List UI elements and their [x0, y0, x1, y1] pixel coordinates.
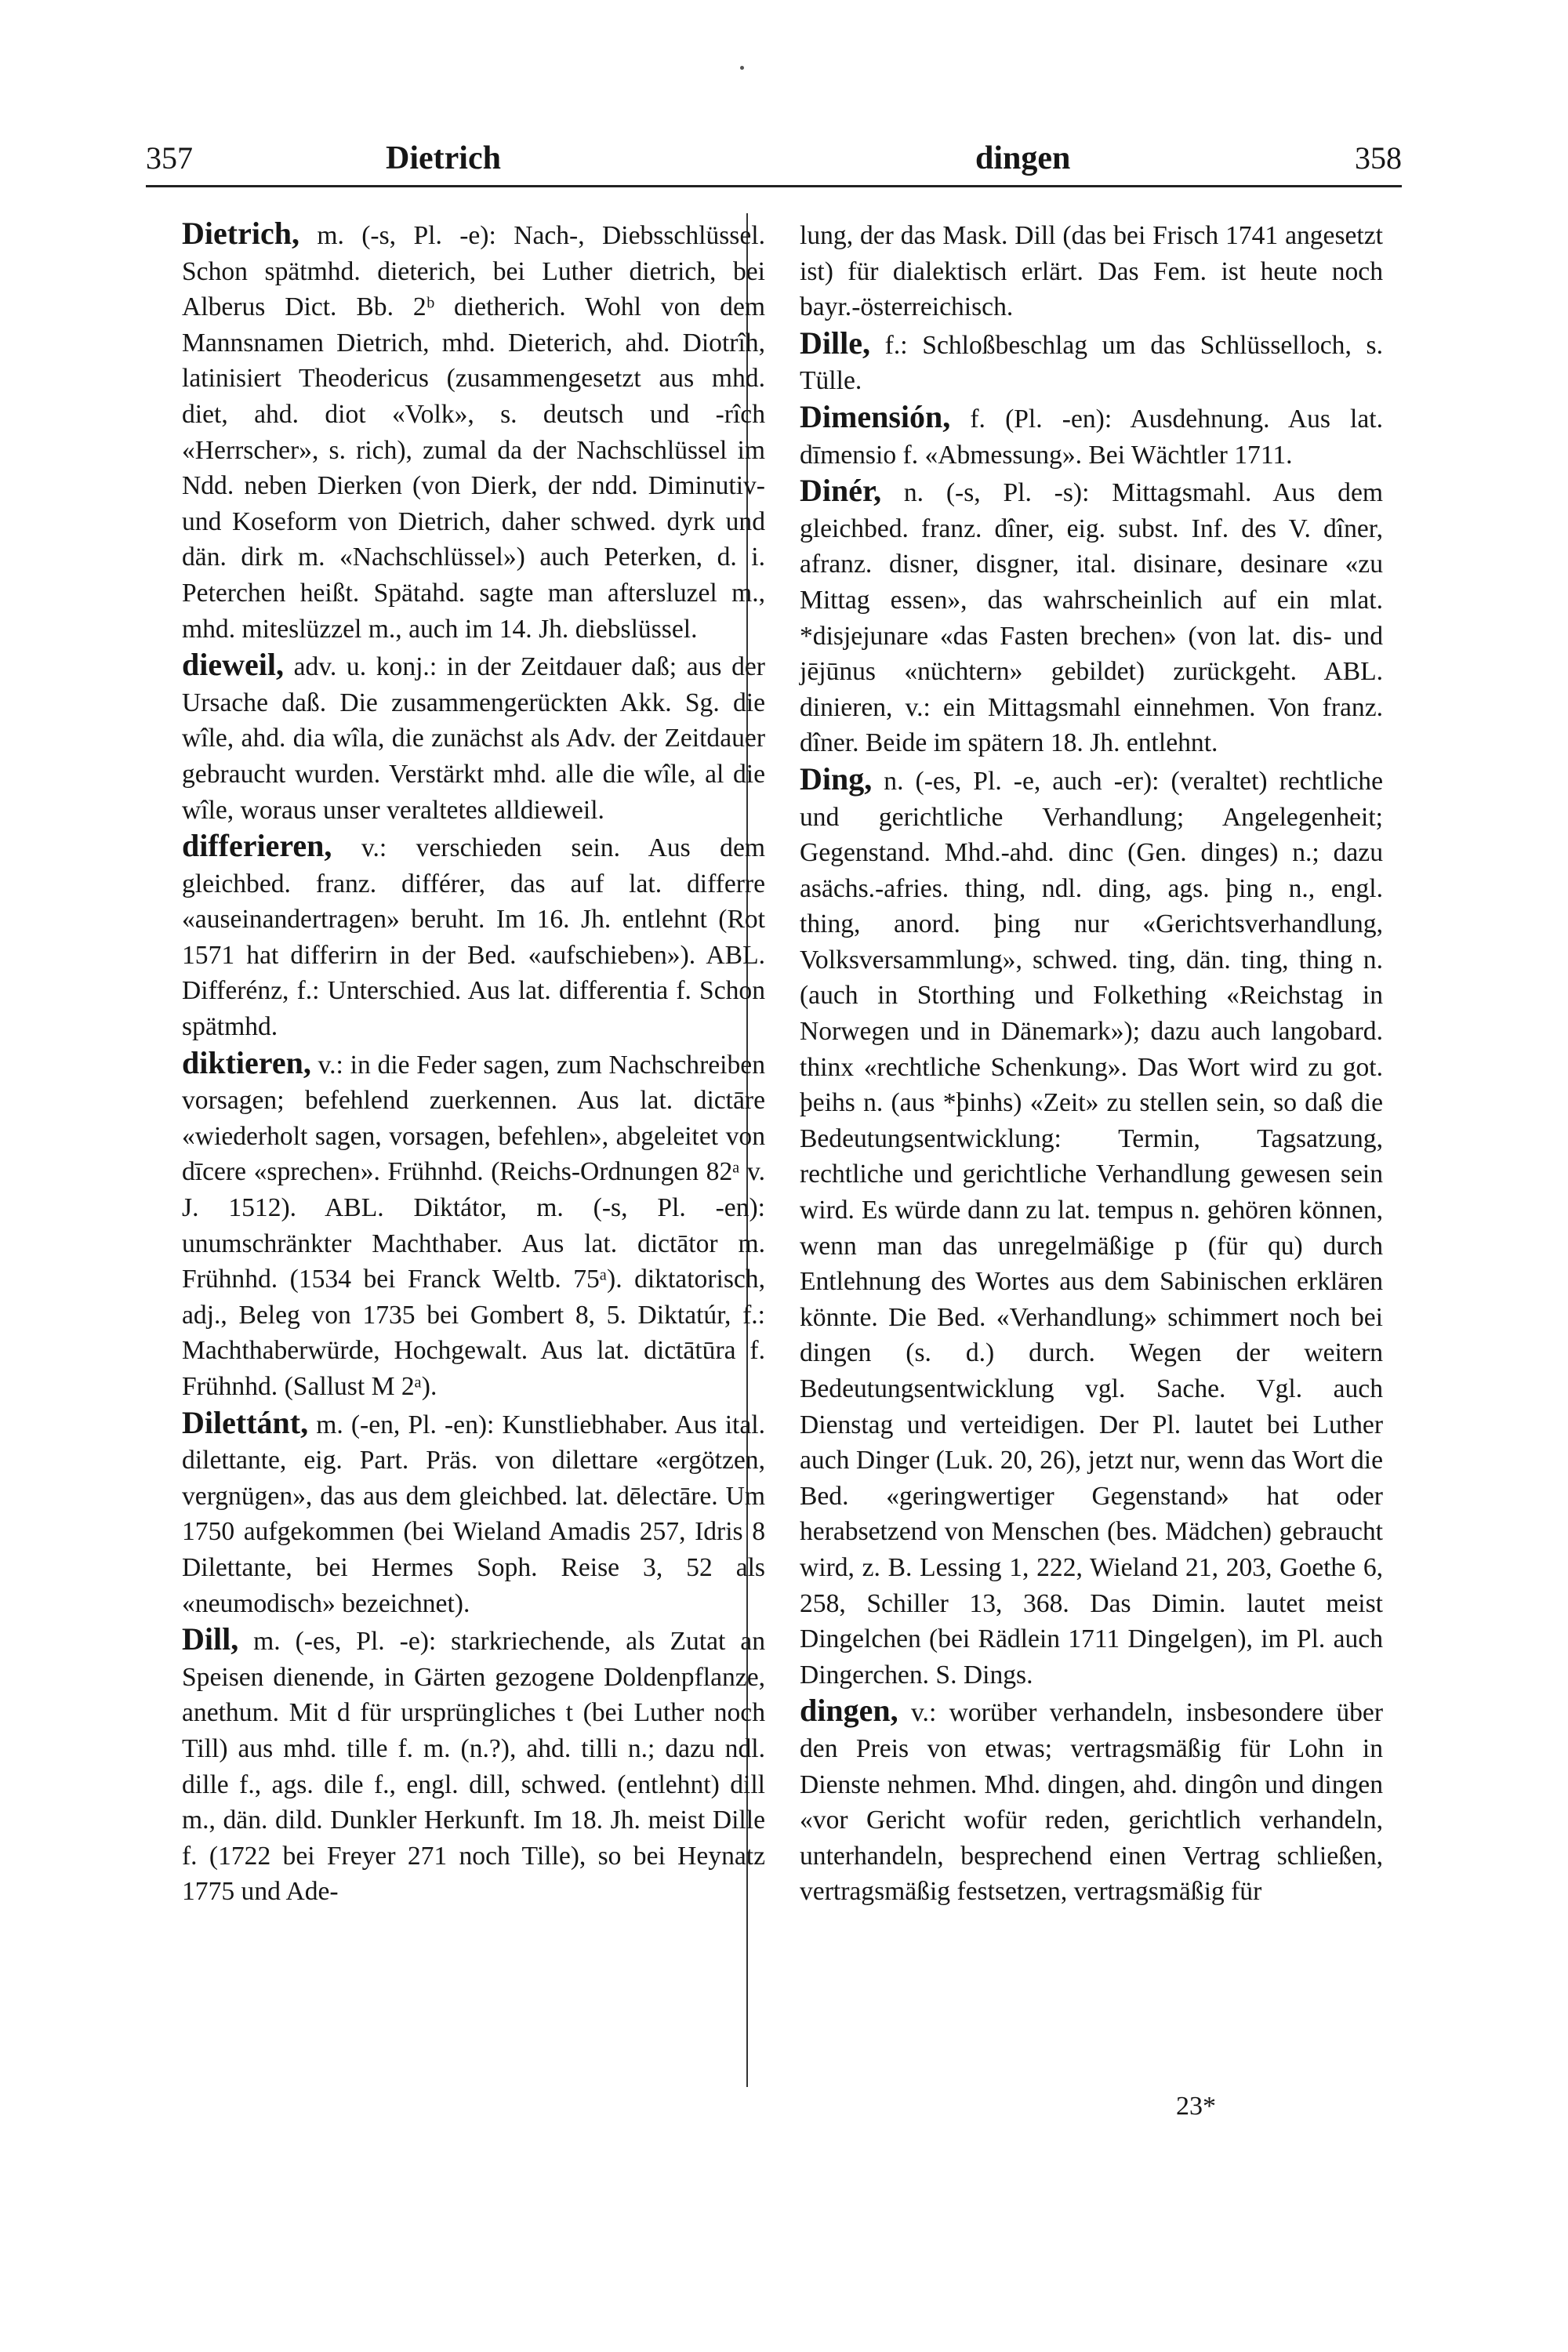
headword: Dill,	[182, 1621, 239, 1657]
headword: differieren,	[182, 828, 332, 864]
entry-text: f. (Pl. -en): Ausdehnung. Aus lat. dīmensio f. «Abmessung». Bei Wächtler 1711.	[800, 404, 1390, 470]
entry-dingen	[800, 1693, 1390, 1910]
headword: diktieren,	[182, 1044, 311, 1080]
entry-dill-continued	[800, 216, 1390, 325]
entry-text: n. (-s, Pl. -s): Mittagsmahl. Aus dem gleichbed. franz. dîner, eig. subst. Inf. des V. dîner, afranz. disner, disgner, ital. disinare, desinare «zu Mittag essen», das wahrscheinlich auf ein mlat. *disjejunare «das Fasten brechen» (von lat. dis- und jējūnus «nüchtern» gebildet) zurückgeht. ABL. dinieren, v.: ein Mittagsmahl einnehmen. Von franz. dîner. Beide im spätern 18. Jh. entlehnt.	[800, 478, 1390, 758]
entry-ding	[800, 760, 1390, 1693]
entry-text: adv. u. konj.: in der Zeitdauer daß; aus der Ursache daß. Die zusammengerückten Akk. Sg. die wîle, ahd. dia wîla, die zunächst als Adv. der Zeitdauer gebraucht wurden. Verstärkt mhd. alle die wîle, al die wîle, woraus unser veraltetes alldieweil.	[182, 652, 772, 825]
entry-text: m. (-s, Pl. -e): Nach-, Diebsschlüssel. Schon spätmhd. dieterich, bei Luther dietrich, bei Alberus Dict. Bb. 2ᵇ dietherich. Wohl von dem Mannsnamen Dietrich, mhd. Dieterich, ahd. Diotrîh, latinisiert Theodericus (zusammengesetzt aus mhd. diet, ahd. diot «Volk», s. deutsch und -rîch «Herrscher», s. rich), zumal da der Nachschlüssel im Ndd. neben Dierken (von Dierk, der ndd. Diminutiv- und Koseform von Dietrich, daher schwed. dyrk und dän. dirk m. «Nachschlüssel») auch Peterken, d. i. Peterchen heißt. Spätahd. sagte man aftersluzel m., mhd. miteslüzzel m., auch im 14. Jh. diebslüssel.	[182, 221, 772, 644]
headword: Dimensión,	[800, 398, 951, 434]
entry-differieren	[182, 828, 772, 1045]
entry-diner	[800, 473, 1390, 761]
right-running-head: dingen	[975, 140, 1071, 176]
entry-dille	[800, 325, 1389, 399]
entry-text: v.: in die Feder sagen, zum Nachschreiben vorsagen; befehlend zuerkennen. Aus lat. dictāre «wiederholt sagen, vorsagen, befehlen», abgeleitet von dīcere «sprechen». Frühnhd. (Reichs-Ordnungen 82ᵃ v. J. 1512). ABL. Diktátor, m. (-s, Pl. -en): unumschränkter Machthaber. Aus lat. dictātor m. Frühnhd. (1534 bei Franck Weltb. 75ᵃ). diktatorisch, adj., Beleg von 1735 bei Gombert 8, 5. Diktatúr, f.: Machthaberwürde, Hochgewalt. Aus lat. dictātūra f. Frühnhd. (Sallust M 2ᵃ).	[182, 1050, 772, 1401]
entry-text: m. (-en, Pl. -en): Kunstliebhaber. Aus ital. dilettante, eig. Part. Präs. von dilettare «ergötzen, vergnügen», das aus dem gleichbed. lat. dēlectāre. Um 1750 aufgekommen (bei Wieland Amadis 257, Idris 8 Dilettante, bei Hermes Soph. Reise 3, 52 als «neumodisch» bezeichnet).	[182, 1410, 772, 1618]
entry-dimension	[800, 398, 1390, 473]
entry-text: v.: verschieden sein. Aus dem gleichbed. franz. différer, das auf lat. differre «auseinandertragen» beruht. Im 16. Jh. entlehnt (Rot 1571 hat differirn in der Bed. «aufschieben»). ABL. Differénz, f.: Unterschied. Aus lat. differentia f. Schon spätmhd.	[182, 833, 772, 1042]
entry-text: f.: Schloßbeschlag um das Schlüsselloch, s. Tülle.	[800, 330, 1389, 396]
speck-mark	[740, 66, 744, 70]
page-header	[146, 140, 1402, 194]
left-running-head: Dietrich	[386, 140, 501, 176]
headword: Dietrich,	[182, 216, 299, 251]
entry-dietrich	[182, 216, 772, 647]
header-rule	[146, 185, 1402, 187]
headword: dingen,	[800, 1693, 898, 1729]
signature-mark: 23*	[1176, 2092, 1216, 2121]
entry-dilettant	[182, 1404, 772, 1622]
headword: Dilettánt,	[182, 1404, 309, 1440]
headword: dieweil,	[182, 647, 284, 683]
entry-dieweil	[182, 647, 772, 828]
entry-text: lung, der das Mask. Dill (das bei Frisch 1741 angesetzt ist) für dialektisch erlärt. Das Fem. ist heute noch bayr.-österreichisch.	[800, 221, 1390, 322]
headword: Dille,	[800, 325, 870, 361]
right-page-number: 358	[1355, 140, 1402, 176]
headword: Ding,	[800, 760, 873, 797]
entry-dill	[182, 1621, 772, 1910]
left-column	[182, 216, 772, 1910]
right-column	[800, 216, 1390, 1910]
left-page-number: 357	[146, 140, 193, 176]
entry-text: m. (-es, Pl. -e): starkriechende, als Zutat an Speisen dienende, in Gärten gezogene Doldenpflanze, anethum. Mit d für ursprüngliches t (bei Luther noch Till) aus mhd. tille f. m. (n.?), ahd. tilli n.; dazu ndl. dille f., ags. dile f., engl. dill, schwed. (entlehnt) dill m., dän. dild. Dunkler Herkunft. Im 18. Jh. meist Dille f. (1722 bei Freyer 271 noch Tille), so bei Heynatz 1775 und Ade-	[182, 1627, 772, 1907]
entry-diktieren	[182, 1044, 772, 1405]
entry-text: n. (-es, Pl. -e, auch -er): (veraltet) rechtliche und gerichtliche Verhandlung; Angelegenheit; Gegenstand. Mhd.-ahd. dinc (Gen. dinges) n.; dazu asächs.-afries. thing, ndl. ding, ags. þing n., engl. thing, anord. þing nur «Gerichtsverhandlung, Volksversammlung», schwed. ting, dän. ting, thing n. (auch in Storthing und Folkething «Reichstag in Norwegen und in Dänemark»); dazu auch langobard. thinx «rechtliche Schenkung». Das Wort wird zu got. þeihs n. (aus *þinhs) «Zeit» zu stellen sein, so daß die Bedeutungsentwicklung: Termin, Tagsatzung, rechtliche und gerichtliche Verhandlung gewesen sein wird. Es würde dann zu lat. tempus n. gehören können, wenn man das unregelmäßige p (für qu) durch Entlehnung des Wortes aus dem Sabinischen erklären könnte. Die Bed. «Verhandlung» schimmert noch bei dingen (s. d.) durch. Wegen der weitern Bedeutungsentwicklung vgl. Sache. Vgl. auch Dienstag und verteidigen. Der Pl. lautet bei Luther auch Dinger (Luk. 20, 26), jetzt nur, wenn das Wort die Bed. «geringwertiger Gegenstand» hat oder herabsetzend von Menschen (bes. Mädchen) gebraucht wird, z. B. Lessing 1, 222, Wieland 21, 203, Goethe 6, 258, Schiller 13, 368. Das Dimin. lautet meist Dingelchen (bei Rädlein 1711 Dingelgen), im Pl. auch Dingerchen. S. Dings.	[800, 766, 1390, 1690]
headword: Dinér,	[800, 473, 882, 509]
entry-text: v.: worüber verhandeln, insbesondere über den Preis von etwas; vertragsmäßig für Lohn in Dienste nehmen. Mhd. dingen, ahd. dingôn und dingen «vor Gericht wofür reden, gerichtlich verhandeln, unterhandeln, besprechend einen Vertrag schließen, vertragsmäßig festsetzen, vertragsmäßig für	[800, 1698, 1390, 1907]
